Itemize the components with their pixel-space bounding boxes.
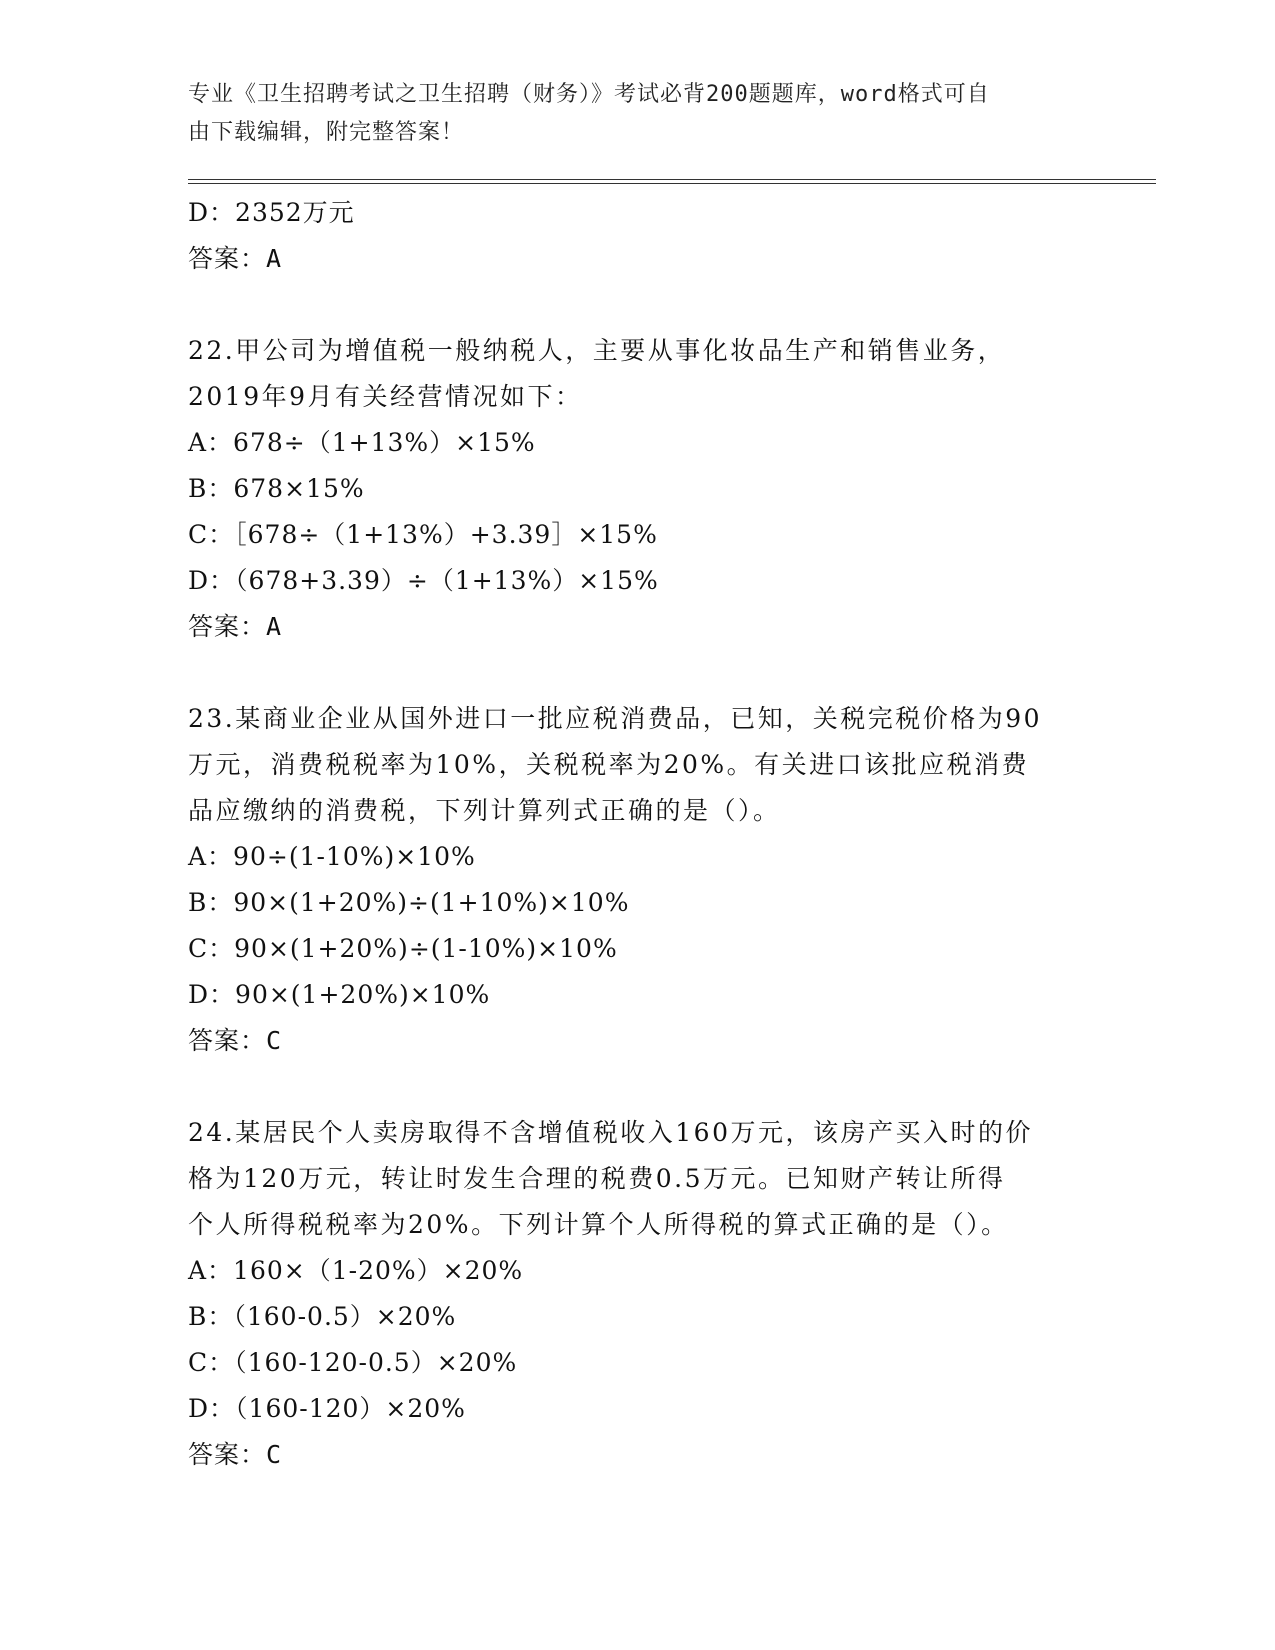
document-body [188,190,1088,1478]
question-23 [188,696,1088,1064]
spacer [188,1064,1088,1110]
answer: 答案：A [188,612,283,641]
question-stem-line: 个人所得税税率为20%。下列计算个人所得税的算式正确的是（）。 [188,1210,1009,1239]
question-stem-line: 格为120万元，转让时发生合理的税费0.5万元。已知财产转让所得 [188,1164,1006,1193]
question-stem-line: 23.某商业企业从国外进口一批应税消费品，已知，关税完税价格为90 [188,704,1043,733]
option-c: C：90×(1+20%)÷(1-10%)×10% [188,934,618,963]
question-stem-line: 万元，消费税税率为10%，关税税率为20%。有关进口该批应税消费 [188,750,1030,779]
header-divider-bottom [188,183,1156,184]
question-stem-line: 品应缴纳的消费税，下列计算列式正确的是（）。 [188,796,781,825]
option-c: C：［678÷（1+13%）+3.39］×15% [188,520,658,549]
prev-question-answer: 答案：A [188,244,283,273]
option-a: A：678÷（1+13%）×15% [188,428,536,457]
option-d: D：（678+3.39）÷（1+13%）×15% [188,566,659,595]
option-d: D：（160-120）×20% [188,1394,466,1423]
question-stem-line: 2019年9月有关经营情况如下： [188,382,583,411]
option-b: B：678×15% [188,474,365,503]
prev-question-option-d: D：2352万元 [188,198,355,227]
option-c: C：（160-120-0.5）×20% [188,1348,518,1377]
header-title-line-2: 由下载编辑，附完整答案！ [188,120,465,145]
header-title-line-1: 专业《卫生招聘考试之卫生招聘（财务）》考试必背200题题库，word格式可自 [188,82,990,107]
question-stem-line: 24.某居民个人卖房取得不含增值税收入160万元，该房产买入时的价 [188,1118,1033,1147]
option-a: A：160×（1-20%）×20% [188,1256,524,1285]
header-divider-top [188,179,1156,180]
document-header [188,76,1068,152]
answer: 答案：C [188,1026,283,1055]
spacer [188,650,1088,696]
question-24 [188,1110,1088,1478]
spacer [188,282,1088,328]
option-b: B：90×(1+20%)÷(1+10%)×10% [188,888,630,917]
question-22 [188,328,1088,650]
option-a: A：90÷(1-10%)×10% [188,842,476,871]
option-d: D：90×(1+20%)×10% [188,980,491,1009]
answer: 答案：C [188,1440,283,1469]
option-b: B：（160-0.5）×20% [188,1302,457,1331]
question-stem-line: 22.甲公司为增值税一般纳税人，主要从事化妆品生产和销售业务， [188,336,1006,365]
